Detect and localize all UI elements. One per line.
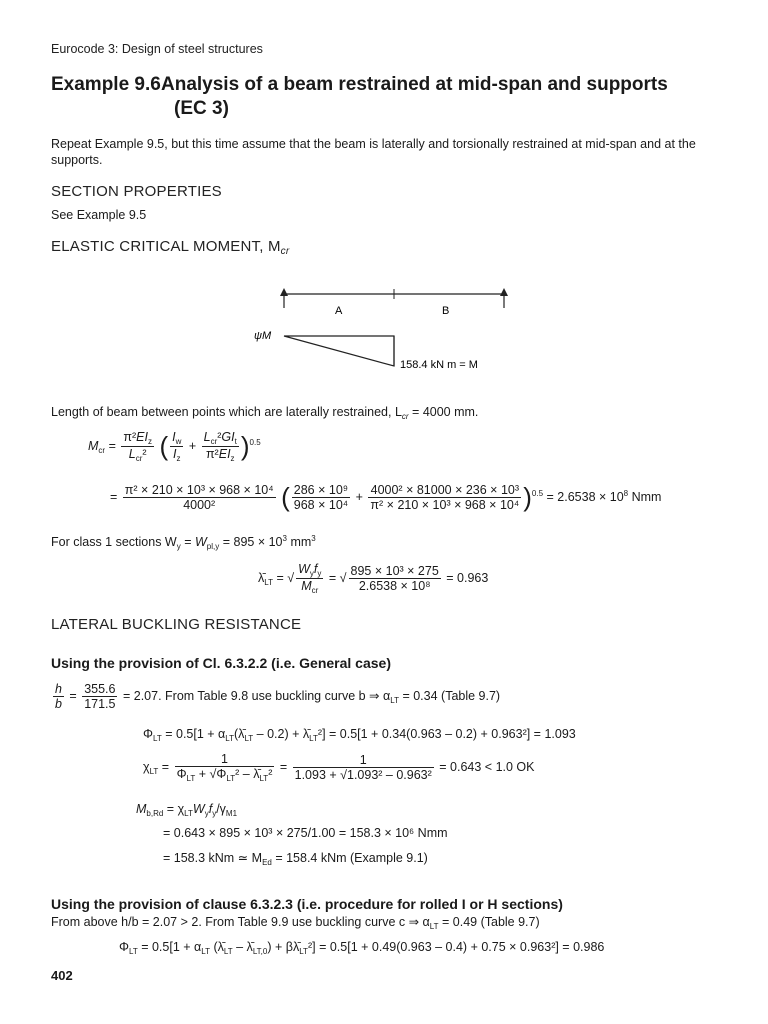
rolled-phi-line: $\Phi_{LT} = 0.5[1 + \alpha_{LT}$ ($\lambdā_{LT}$ – $\lambdā_{LT,0}$) + $\beta\lambdā_{LT}^2] = 0.5[1 + 0.49(0.963 - 0.4) + 0.75 \times 0.963^2] = 0.986$ (119, 940, 605, 956)
beam-diagram (254, 286, 590, 378)
running-head: Eurocode 3: Design of steel structures (51, 42, 263, 56)
rolled-curve-line: From above h/b = 2.07 > 2. From Table 9.9 use buckling curve c ⇒ $\alpha_{LT} = 0.49$ (Table 9.7) (51, 915, 540, 931)
lambda-lt-formula: $\lambdā_{LT}$ = √ $\frac{W_yf_y}{M_{cr}}$ = √ $\frac{\text{895 × 10³ × 275}}{\text{2.6538 × 10⁸}}$ = 0.963 (258, 562, 489, 595)
general-case-heading: Using the provision of Cl. 6.3.2.2 (i.e. General case) (51, 655, 391, 671)
title-line1: Analysis of a beam restrained at mid-span and supports (161, 74, 668, 95)
chi-lt-line: $\chi_{LT}$ = $\frac{1}{\Phi_{LT} + √\Phi_{LT}^2 - \lambdā_{LT}^2}$ = $\frac{1}{\text{1.093 + √1.093² – 0.963²}}$ = 0.643 < 1.0 OK (143, 752, 535, 783)
section-heading-ltb: LATERAL BUCKLING RESISTANCE (51, 616, 302, 633)
properties-body: See Example 9.5 (51, 208, 147, 222)
moment-value-label: 158.4 kN m = M (400, 359, 478, 371)
phi-lt-line: $\Phi_{LT} = 0.5[1$ + $\alpha_{LT}(\lambdā_{LT} - 0.2)$ + $\lambdā_{LT}^2] = 0.5[1 + 0.34(0.963 - 0.2) + 0.963^2] = 1.093$ (143, 727, 576, 743)
span-label-a: A (335, 305, 343, 317)
psi-m-label: ψM (254, 330, 272, 342)
title-line2: (EC 3) (174, 98, 229, 119)
example-number: Example 9.6 (51, 74, 161, 95)
section-heading-mcr: ELASTIC CRITICAL MOMENT, $M_{cr}$ (51, 238, 290, 257)
restraint-length-line: Length of beam between points which are laterally restrained, $L_{cr} = 4000$ mm. (51, 405, 479, 421)
mcr-formula: $M_{cr}$ = $\frac{\pi^2EI_z}{L_{cr}^2}$ ( $\frac{I_w}{I_z}$ + $\frac{L_{cr}^2GI_t}{\pi^2EI_z}$ )$^{0.5}$ (88, 430, 261, 463)
lambda-lt-result: = 0.963 (446, 570, 489, 585)
page-number: 402 (51, 968, 73, 983)
intro-paragraph: Repeat Example 9.5, but this time assume that the beam is laterally and torsionally restrained at mid-span and at the supports. (51, 137, 696, 167)
mbrd-line2: = 0.643 × 895 × 10³ × 275/1.00 = 158.3 × 10⁶ Nmm (163, 826, 448, 840)
mcr-substitution: = $\frac{\text{π² × 210 × 10³ × 968 × 10⁴}}{\text{4000²}}$ ( $\frac{\text{286 × 10⁹}}{\text{968 × 10⁴}}$ + $\frac{\text{4000² × 81000 × 236 × 10³}}{\text{π² × 210 × 10³ × 968 × 10⁴}}$ )$^{0.5} = 2.6538 \times 10^8$ Nmm (110, 482, 662, 512)
span-label-b: B (442, 305, 450, 317)
rolled-section-heading: Using the provision of clause 6.3.2.3 (i.e. procedure for rolled I or H sections) (51, 896, 563, 912)
mbrd-line1: $M_{b,Rd} = \chi_{LT}W_yf_y/\gamma_{M1}$ (136, 802, 238, 818)
section-heading-properties: SECTION PROPERTIES (51, 183, 222, 200)
example-title (51, 74, 668, 96)
class1-line: For class 1 sections $W_y = W_{pl,y} = 895 \times 10^3$ $mm^3$ (51, 534, 316, 551)
mbrd-line3: = 158.3 kNm ≃ $M_{Ed} = 158.4$ kNm (Example 9.1) (163, 851, 428, 867)
hb-ratio-line: $\frac{h}{b}$ = $\frac{355.6}{171.5}$ = 2.07. From Table 9.8 use buckling curve b ⇒ $\alpha_{LT} = 0.34$ (Table 9.7) (55, 682, 501, 711)
mcr-result: = 2.6538 × 10 (546, 489, 624, 504)
